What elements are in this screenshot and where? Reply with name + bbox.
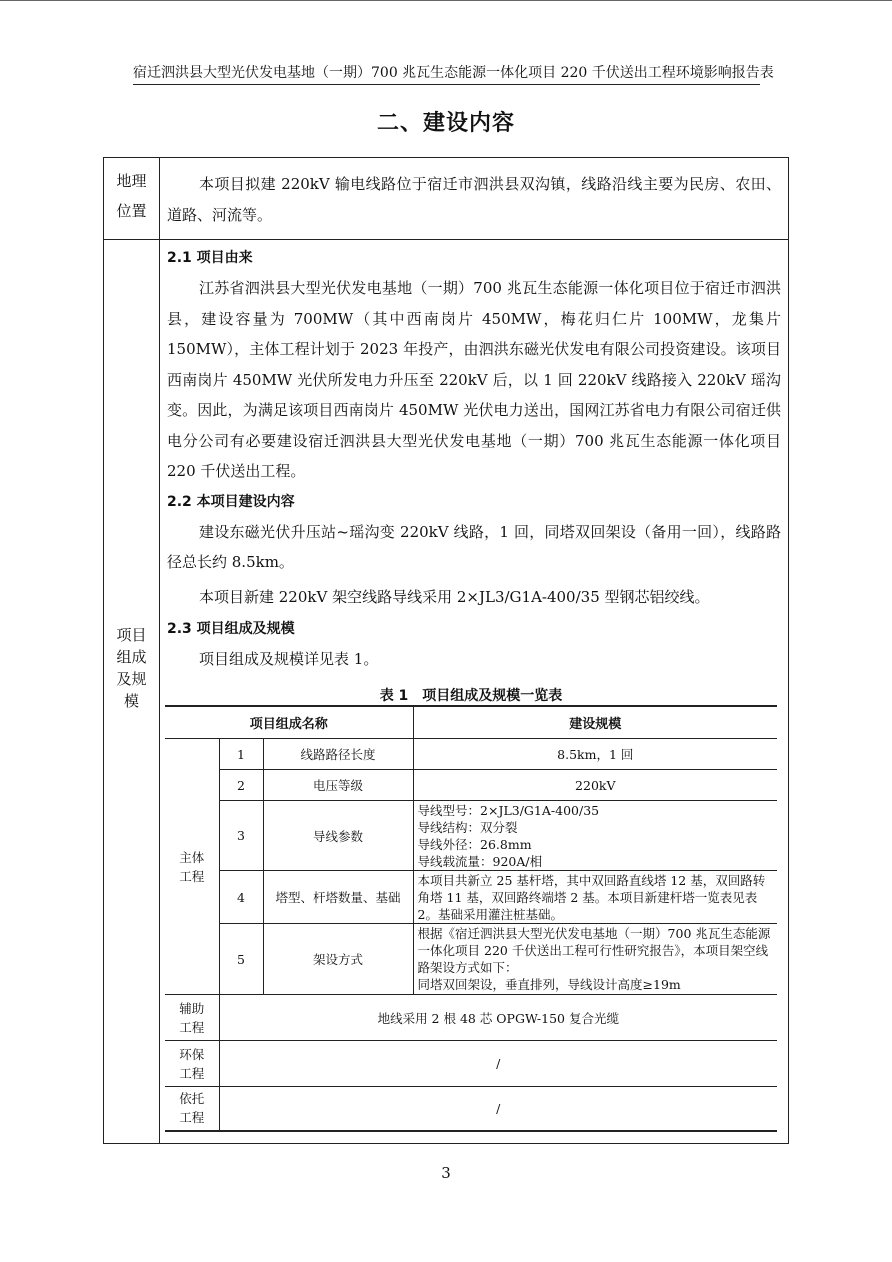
- paragraph-2-2b: 本项目新建 220kV 架空线路导线采用 2×JL3/G1A-400/35 型钢芯铝绞线。: [199, 587, 710, 606]
- heading-2-3: 2.3 项目组成及规模: [167, 620, 295, 637]
- table-row: [165, 1087, 777, 1131]
- row-divider: [104, 239, 788, 240]
- location-cell: [167, 169, 781, 230]
- header-item-name: 项目组成名称: [165, 706, 413, 739]
- row-value: 8.5km，1 回: [413, 739, 777, 770]
- row-item: 导线参数: [263, 801, 413, 871]
- heading-2-2: 2.2 本项目建设内容: [167, 493, 295, 510]
- row-item: 架设方式: [263, 924, 413, 995]
- table-1: [165, 705, 777, 1132]
- table-row: [165, 1041, 777, 1087]
- group-env-label: 环保 工程: [165, 1041, 219, 1087]
- row-item: 线路路径长度: [263, 739, 413, 770]
- row-value: 导线型号：2×JL3/G1A-400/35 导线结构：双分裂 导线外径：26.8mm 导线载流量：920A/相: [413, 801, 777, 871]
- table-row: [165, 770, 777, 801]
- paragraph-2-2a: 建设东磁光伏升压站~瑶沟变 220kV 线路，1 回，同塔双回架设（备用一回），线路路径总长约 8.5km。: [167, 522, 781, 571]
- group-aux-label: 辅助 工程: [165, 995, 219, 1041]
- row-number: 3: [219, 801, 263, 871]
- group-main-label: 主体 工程: [165, 739, 219, 995]
- row-value: 本项目共新立 25 基杆塔，其中双回路直线塔 12 基，双回路转角塔 11 基，双回路终端塔 2 基。本项目新建杆塔一览表见表 2。基础采用灌注桩基础。: [413, 871, 777, 924]
- page-number: 3: [441, 1164, 451, 1182]
- table-row: [165, 924, 777, 995]
- row-item: 塔型、杆塔数量、基础: [263, 871, 413, 924]
- table-row: [165, 995, 777, 1041]
- table-1-caption: 表 1 项目组成及规模一览表: [379, 688, 563, 704]
- location-text: 本项目拟建 220kV 输电线路位于宿迁市泗洪县双沟镇，线路沿线主要为民房、农田、道路、河流等。: [167, 175, 781, 224]
- row-item: 电压等级: [263, 770, 413, 801]
- table-row: [165, 739, 777, 770]
- table-header-row: [165, 706, 777, 739]
- table-row: [165, 801, 777, 871]
- top-edge-line: [0, 0, 892, 1]
- row-number: 5: [219, 924, 263, 995]
- env-value: /: [219, 1041, 777, 1087]
- project-label: 项目 组成 及规 模: [116, 626, 147, 710]
- heading-2-1: 2.1 项目由来: [167, 250, 253, 266]
- paragraph-2-3: 项目组成及规模详见表 1。: [199, 649, 379, 668]
- row-value: 根据《宿迁泗洪县大型光伏发电基地（一期）700 兆瓦生态能源一体化项目 220 千伏送出工程可行性研究报告》，本项目架空线路架设方式如下： 同塔双回架设，垂直排列，导线设计高度≥19m: [413, 924, 777, 995]
- header-scale: 建设规模: [413, 706, 777, 739]
- table-row: [165, 871, 777, 924]
- label-column-divider: [159, 158, 160, 1143]
- paragraph-2-1: 江苏省泗洪县大型光伏发电基地（一期）700 兆瓦生态能源一体化项目位于宿迁市泗洪县，建设容量为 700MW（其中西南岗片 450MW，梅花归仁片 100MW，龙集片 150MW），主体工程计划于 2023 年投产，由泗洪东磁光伏发电有限公司投资建设。该项目西南岗片 450MW 光伏所发电力升压至 220kV 后，以 1 回 220kV 线路接入 220kV 瑶沟变。因此，为满足该项目西南岗片 450MW 光伏电力送出，国网江苏省电力有限公司宿迁供电分公司有必要建设宿迁泗洪县大型光伏发电基地（一期）700 兆瓦生态能源一体化项目 220 千伏送出工程。: [167, 279, 781, 480]
- section-title: 二、建设内容: [376, 111, 515, 136]
- row-value: 220kV: [413, 770, 777, 801]
- project-content: [167, 243, 781, 674]
- group-dep-label: 依托 工程: [165, 1087, 219, 1131]
- aux-value: 地线采用 2 根 48 芯 OPGW-150 复合光缆: [219, 995, 777, 1041]
- location-label: 地理 位置: [116, 172, 147, 220]
- row-number: 4: [219, 871, 263, 924]
- row-number: 1: [219, 739, 263, 770]
- running-header: 宿迁泗洪县大型光伏发电基地（一期）700 兆瓦生态能源一体化项目 220 千伏送出工程环境影响报告表: [133, 64, 760, 85]
- dep-value: /: [219, 1087, 777, 1131]
- row-number: 2: [219, 770, 263, 801]
